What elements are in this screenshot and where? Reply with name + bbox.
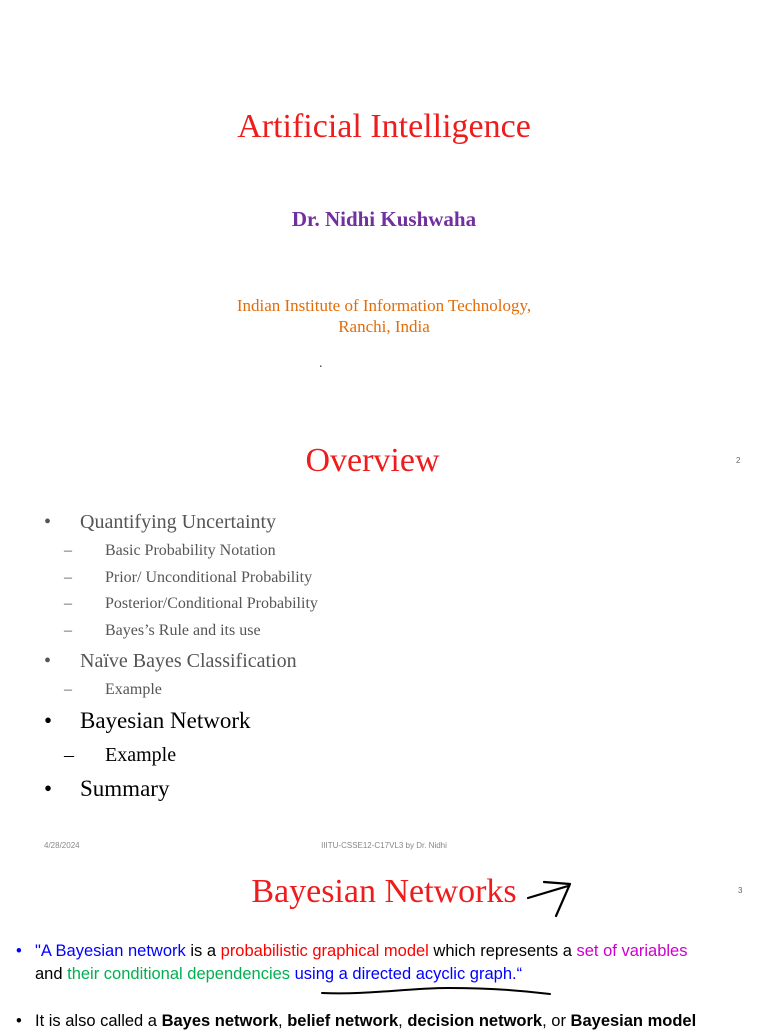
slide2-title: Overview [305,442,440,479]
slide2-page-number: 2 [736,456,741,465]
institute-name [0,295,768,337]
aliases-paragraph: • It is also called a Bayes network, belief network, decision network, or Bayesian model [16,1012,697,1030]
institute-line-2: Ranchi, India [338,317,430,336]
overview-item: • Naïve Bayes Classification [44,650,297,672]
stray-dot: . [319,356,323,371]
overview-item: • Summary [44,776,170,801]
overview-subitem: – Posterior/Conditional Probability [64,595,318,612]
handwritten-underline-annotation [318,982,558,1000]
overview-subitem: – Example [64,744,177,766]
overview-item: • Bayesian Network [44,708,251,733]
overview-subitem: – Basic Probability Notation [64,542,276,559]
slide3-title: Bayesian Networks [251,873,517,910]
overview-item: • Quantifying Uncertainty [44,511,277,533]
overview-subitem: – Example [64,681,162,698]
overview-subitem: – Bayes’s Rule and its use [64,622,261,639]
footer-date: 4/28/2024 [44,841,80,850]
footer-center-text: IIITU-CSSE12-C17VL3 by Dr. Nidhi [321,841,447,850]
slide1-title: Artificial Intelligence [237,108,531,145]
definition-paragraph: • "A Bayesian network is a probabilistic graphical model which represents a set of variables and their conditional dependencies using a directed acyclic graph.“ [16,942,688,983]
author-name: Dr. Nidhi Kushwaha [291,207,477,231]
slide3-page-number: 3 [738,886,743,895]
overview-subitem: – Prior/ Unconditional Probability [64,569,313,586]
institute-line-1: Indian Institute of Information Technology, [236,296,532,315]
handwritten-arrow-annotation [524,876,574,922]
